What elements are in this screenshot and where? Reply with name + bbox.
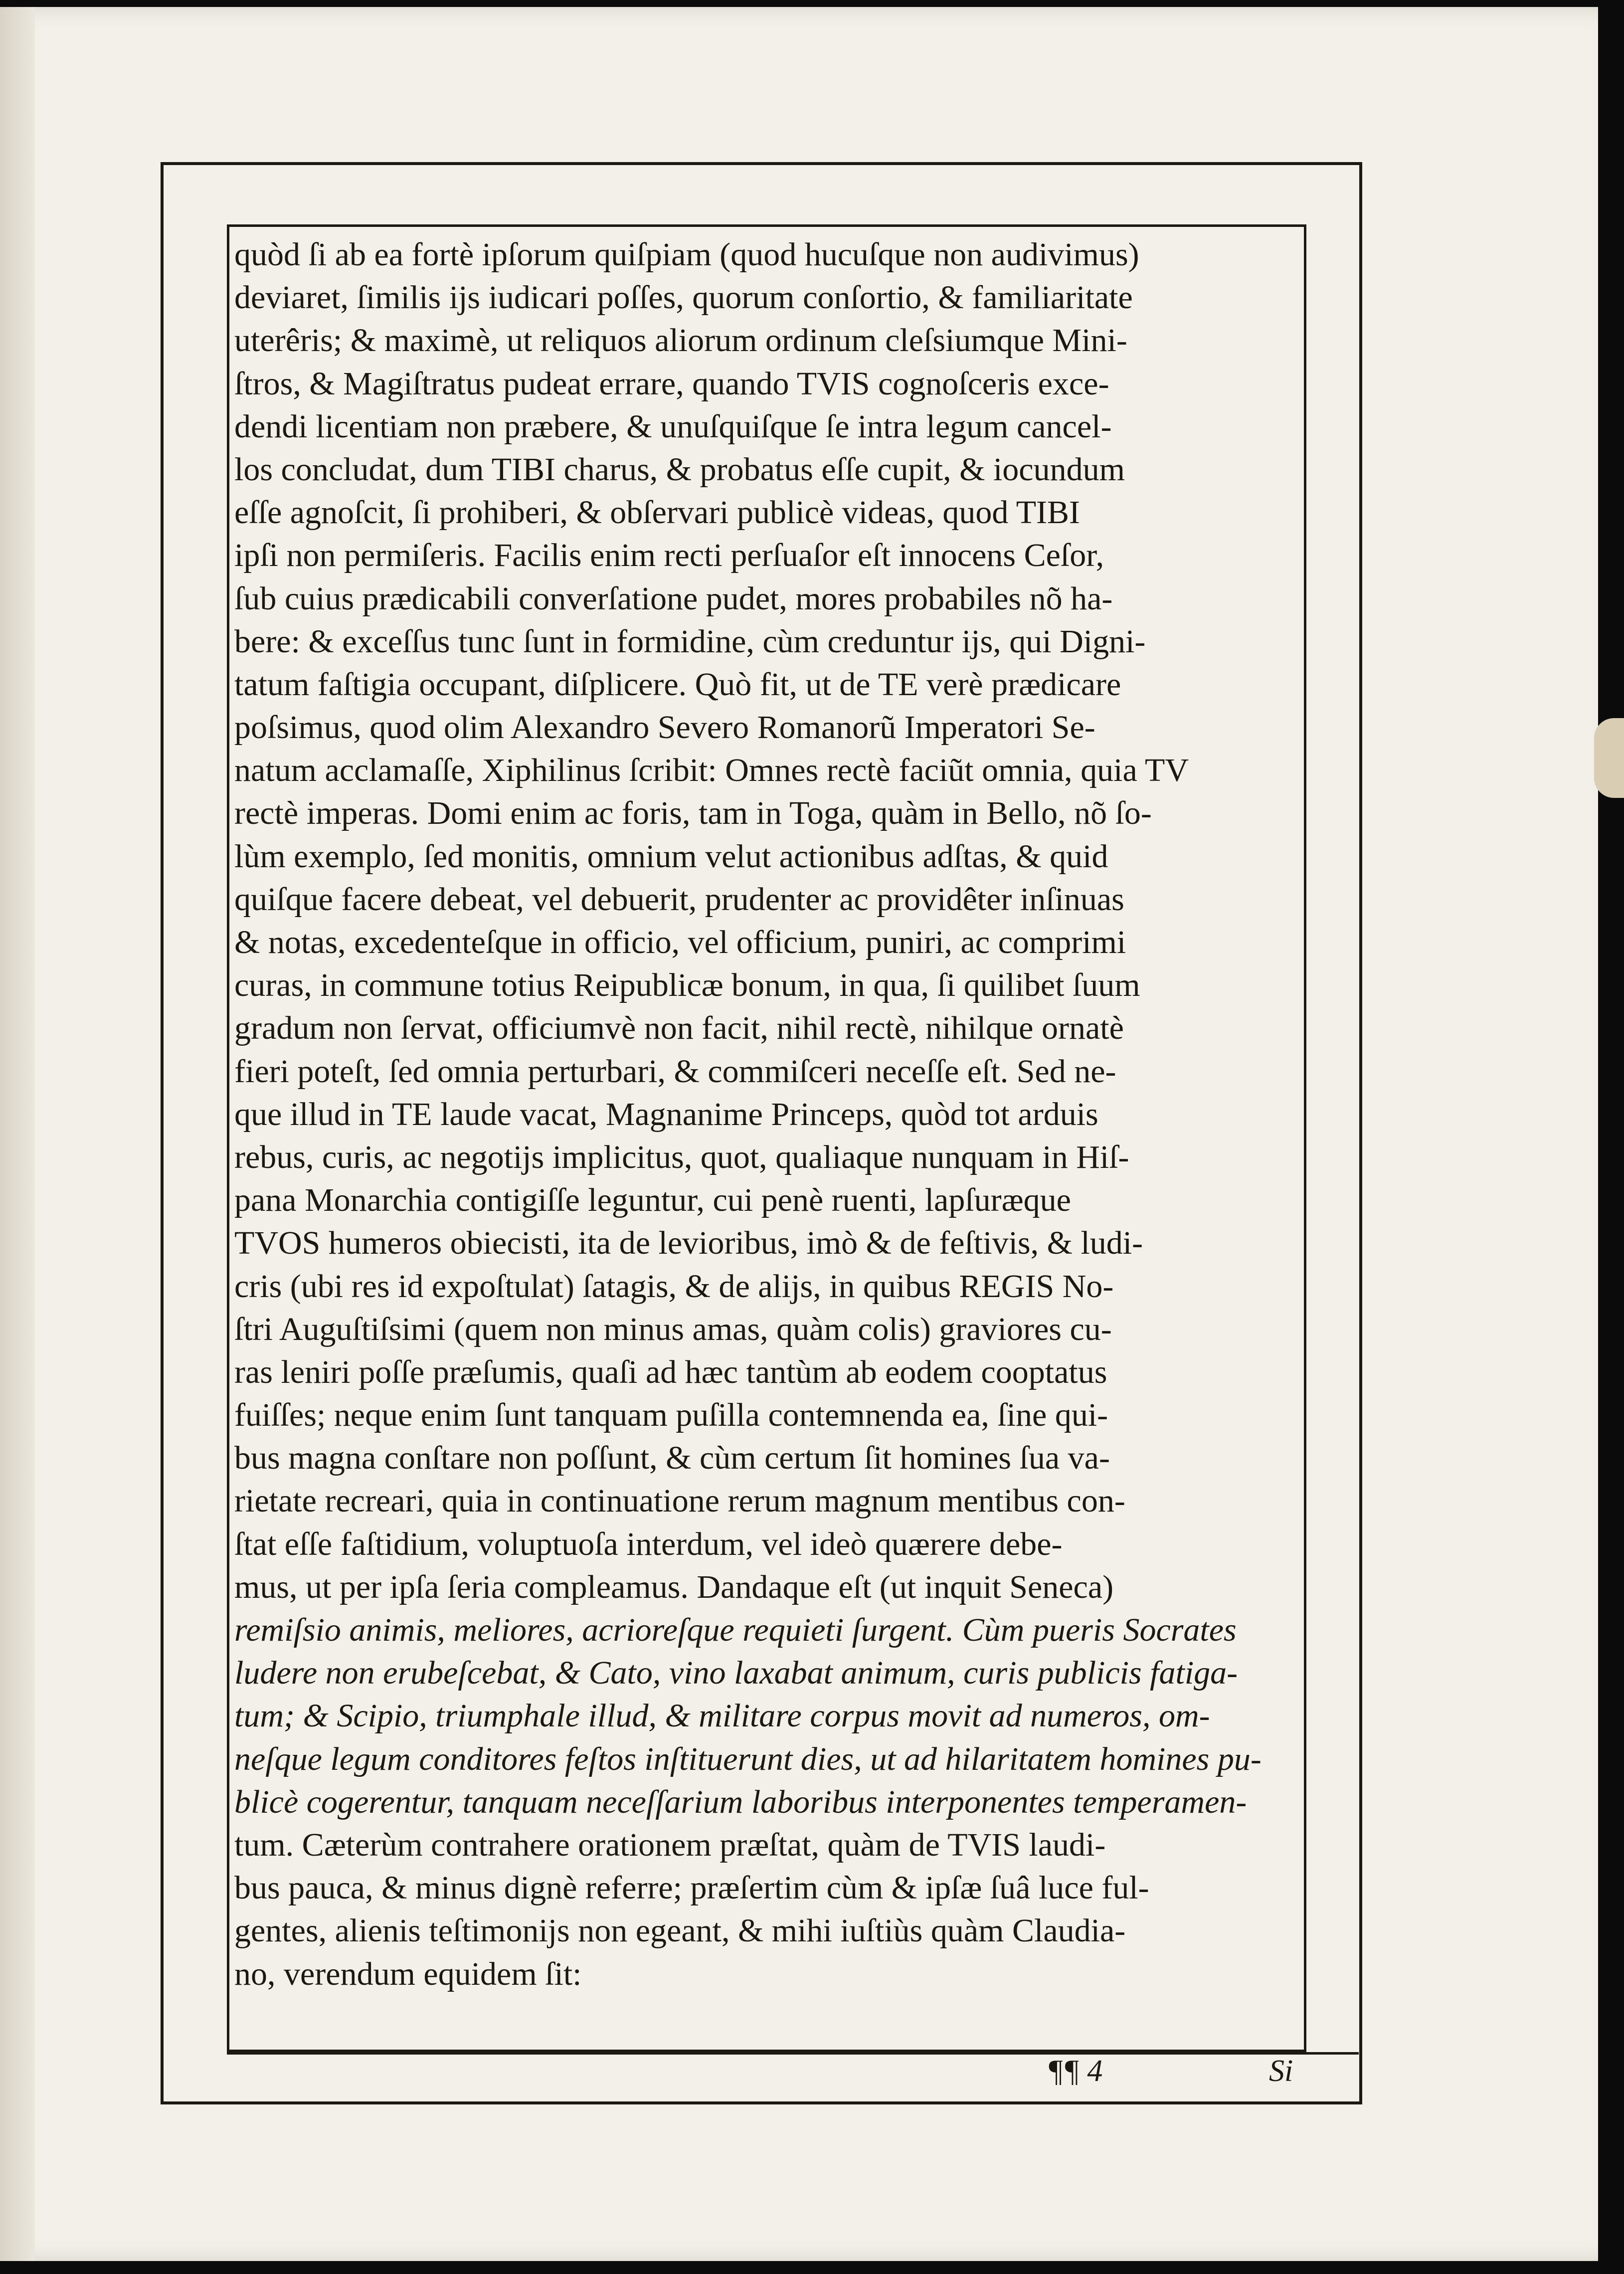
bottom-rule: [227, 2052, 1359, 2055]
text-line: tum; & Scipio, triumphale illud, & militare corpus movit ad numeros, om-: [234, 1698, 1210, 1734]
text-line: neſque legum conditores feſtos inſtituerunt dies, ut ad hilaritatem homines pu-: [234, 1740, 1262, 1777]
page-tab: [1594, 718, 1624, 798]
text-line: tum. Cæterùm contrahere orationem præſtat, quàm de TVIS laudi-: [234, 1826, 1106, 1863]
text-line: & notas, excedenteſque in officio, vel officium, puniri, ac comprimi: [234, 924, 1126, 960]
text-line: bus pauca, & minus dignè referre; præſertim cùm & ipſæ ſuâ luce ful-: [234, 1870, 1149, 1906]
text-line: deviaret, ſimilis ijs iudicari poſſes, quorum conſortio, & familiaritate: [234, 279, 1133, 316]
text-line: cris (ubi res id expoſtulat) ſatagis, & de alijs, in quibus REGIS No-: [234, 1268, 1114, 1305]
text-line: gradum non ſervat, officiumvè non facit, nihil rectè, nihilque ornatè: [234, 1010, 1124, 1047]
text-line: bus magna conſtare non poſſunt, & cùm certum ſit homines ſua va-: [234, 1440, 1110, 1477]
text-line: fieri poteſt, ſed omnia perturbari, & commiſceri neceſſe eſt. Sed ne-: [234, 1053, 1116, 1090]
text-line: ſtros, & Magiſtratus pudeat errare, quando TVIS cognoſceris exce-: [234, 365, 1109, 402]
page-gutter: [0, 7, 35, 2261]
text-line: los concludat, dum TIBI charus, & probatus eſſe cupit, & iocundum: [234, 451, 1125, 488]
text-line: lùm exemplo, ſed monitis, omnium velut actionibus adſtas, & quid: [234, 838, 1108, 875]
text-line: rietate recreari, quia in continuatione rerum magnum mentibus con-: [234, 1483, 1125, 1519]
text-line: quòd ſi ab ea fortè ipſorum quiſpiam (quod hucuſque non audivimus): [234, 236, 1139, 273]
text-line: bere: & exceſſus tunc ſunt in formidine, cùm creduntur ijs, qui Digni-: [234, 623, 1146, 660]
text-line: ſtri Auguſtiſsimi (quem non minus amas, quàm colis) graviores cu-: [234, 1311, 1112, 1347]
text-line: [234, 1996, 1301, 2039]
catchword: Si: [1269, 2054, 1293, 2088]
text-line: blicè cogerentur, tanquam neceſſarium laboribus interponentes temperamen-: [234, 1783, 1247, 1820]
text-line: dendi licentiam non præbere, & unuſquiſque ſe intra legum cancel-: [234, 408, 1112, 445]
text-line: gentes, alienis teſtimonijs non egeant, & mihi iuſtiùs quàm Claudia-: [234, 1912, 1126, 1949]
text-line: mus, ut per ipſa ſeria compleamus. Dandaque eſt (ut inquit Seneca): [234, 1568, 1114, 1605]
text-line: fuiſſes; neque enim ſunt tanquam puſilla contemnenda ea, ſine qui-: [234, 1397, 1108, 1434]
text-line: ſub cuius prædicabili converſatione pudet, mores probabiles nõ ha-: [234, 580, 1113, 617]
body-text: [234, 233, 1301, 2049]
text-line: TVOS humeros obiecisti, ita de levioribus, imò & de feſtivis, & ludi-: [234, 1225, 1143, 1262]
text-line: no, verendum equidem ſit:: [234, 1955, 582, 1992]
signature-mark: ¶¶ 4: [1047, 2054, 1103, 2088]
text-line: que illud in TE laude vacat, Magnanime Princeps, quòd tot arduis: [234, 1096, 1098, 1133]
text-line: remiſsio animis, meliores, acrioreſque requieti ſurgent. Cùm pueris Socrates: [234, 1612, 1237, 1648]
text-line: ipſi non permiſeris. Facilis enim recti perſuaſor eſt innocens Ceſor,: [234, 537, 1104, 574]
text-line: ludere non erubeſcebat, & Cato, vino laxabat animum, curis publicis fatiga-: [234, 1655, 1238, 1692]
text-line: ras leniri poſſe præſumis, quaſi ad hæc tantùm ab eodem cooptatus: [234, 1353, 1107, 1390]
text-line: ſtat eſſe faſtidium, voluptuoſa interdum, vel ideò quærere debe-: [234, 1525, 1063, 1562]
text-line: poſsimus, quod olim Alexandro Severo Romanorũ Imperatori Se-: [234, 709, 1095, 746]
text-line: uterêris; & maximè, ut reliquos aliorum ordinum cleſsiumque Mini-: [234, 322, 1127, 359]
text-line: rebus, curis, ac negotijs implicitus, quot, qualiaque nunquam in Hiſ-: [234, 1138, 1129, 1175]
text-line: curas, in commune totius Reipublicæ bonum, in qua, ſi quilibet ſuum: [234, 967, 1140, 1004]
text-line: quiſque facere debeat, vel debuerit, prudenter ac providêter inſinuas: [234, 881, 1124, 918]
text-line: natum acclamaſſe, Xiphilinus ſcribit: Omnes rectè faciũt omnia, quia TV: [234, 752, 1189, 789]
text-line: tatum faſtigia occupant, diſplicere. Quò fit, ut de TE verè prædicare: [234, 666, 1121, 703]
text-line: rectè imperas. Domi enim ac foris, tam in Toga, quàm in Bello, nõ ſo-: [234, 795, 1152, 832]
text-line: pana Monarchia contigiſſe leguntur, cui penè ruenti, lapſuræque: [234, 1182, 1071, 1219]
text-line: eſſe agnoſcit, ſi prohiberi, & obſervari publicè videas, quod TIBI: [234, 494, 1080, 531]
